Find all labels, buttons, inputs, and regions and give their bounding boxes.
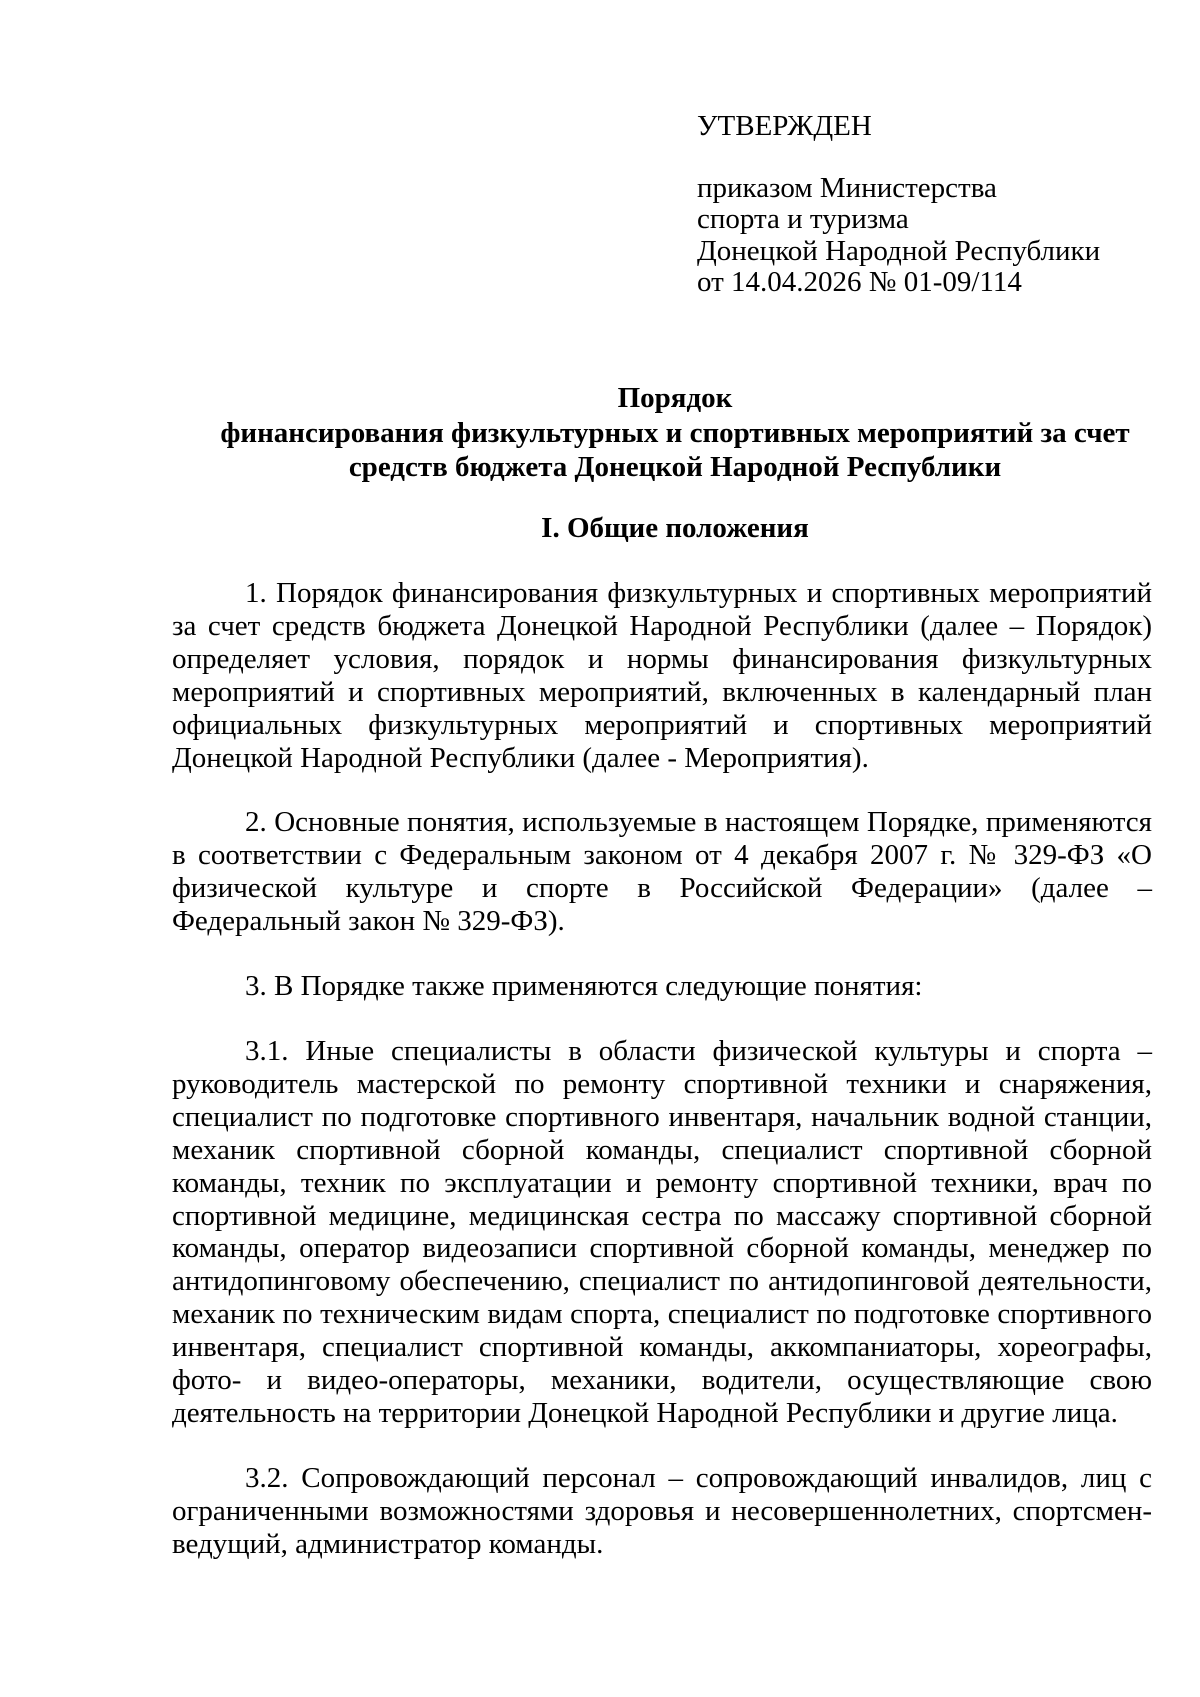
approval-line-republic: Донецкой Народной Республики: [697, 234, 1101, 267]
document-subtitle-line-2: средств бюджета Донецкой Народной Республики: [348, 451, 1002, 483]
approval-block: [697, 111, 1177, 299]
paragraph-1: 1. Порядок финансирования физкультурных и спортивных мероприятий за счет средств бюджета Донецкой Народной Республики (далее – Порядок) определяет условия, порядок и нормы финансирования физкультурных мероприятий и спортивных мероприятий, включенных в календарный план официальных физкультурных мероприятий и спортивных мероприятий Донецкой Народной Республики (далее - Мероприятия).: [172, 577, 1152, 774]
paragraph-2: 2. Основные понятия, используемые в настоящем Порядке, применяются в соответствии с Федеральным законом от 4 декабря 2007 г. № 329-ФЗ «О физической культуре и спорте в Российской Федерации» (далее – Федеральный закон № 329-ФЗ).: [172, 806, 1152, 938]
document-title: Порядок: [617, 382, 733, 414]
approval-line-ministry: спорта и туризма: [697, 203, 909, 235]
approval-line-date-number: от 14.04.2026 № 01-09/114: [697, 266, 1022, 298]
paragraph-3: 3. В Порядке также применяются следующие понятия:: [245, 970, 923, 1003]
paragraph-3-2: 3.2. Сопровождающий персонал – сопровождающий инвалидов, лиц с ограниченными возможностями здоровья и несовершеннолетних, спортсмен-ведущий, администратор команды.: [172, 1461, 1152, 1560]
approval-stamp: УТВЕРЖДЕН: [697, 110, 872, 142]
paragraph-3-1: 3.1. Иные специалисты в области физической культуры и спорта – руководитель мастерской по ремонту спортивной техники и снаряжения, специалист по подготовке спортивного инвентаря, начальник водной станции, механик спортивной сборной команды, специалист спортивной сборной команды, техник по эксплуатации и ремонту спортивной техники, врач по спортивной медицине, медицинская сестра по массажу спортивной сборной команды, оператор видеозаписи спортивной сборной команды, менеджер по антидопинговому обеспечению, специалист по антидопинговой деятельности, механик по техническим видам спорта, специалист по подготовке спортивного инвентаря, специалист спортивной команды, аккомпаниаторы, хореографы, фото- и видео-операторы, механики, водители, осуществляющие свою деятельность на территории Донецкой Народной Республики и другие лица.: [172, 1034, 1152, 1429]
document-body: [172, 577, 1152, 1593]
document-subtitle-line-1: финансирования физкультурных и спортивных мероприятий за счет: [220, 416, 1130, 449]
approval-line-order: приказом Министерства: [697, 171, 997, 204]
document-title-block: [150, 381, 1200, 485]
section-heading: I. Общие положения: [541, 512, 809, 544]
